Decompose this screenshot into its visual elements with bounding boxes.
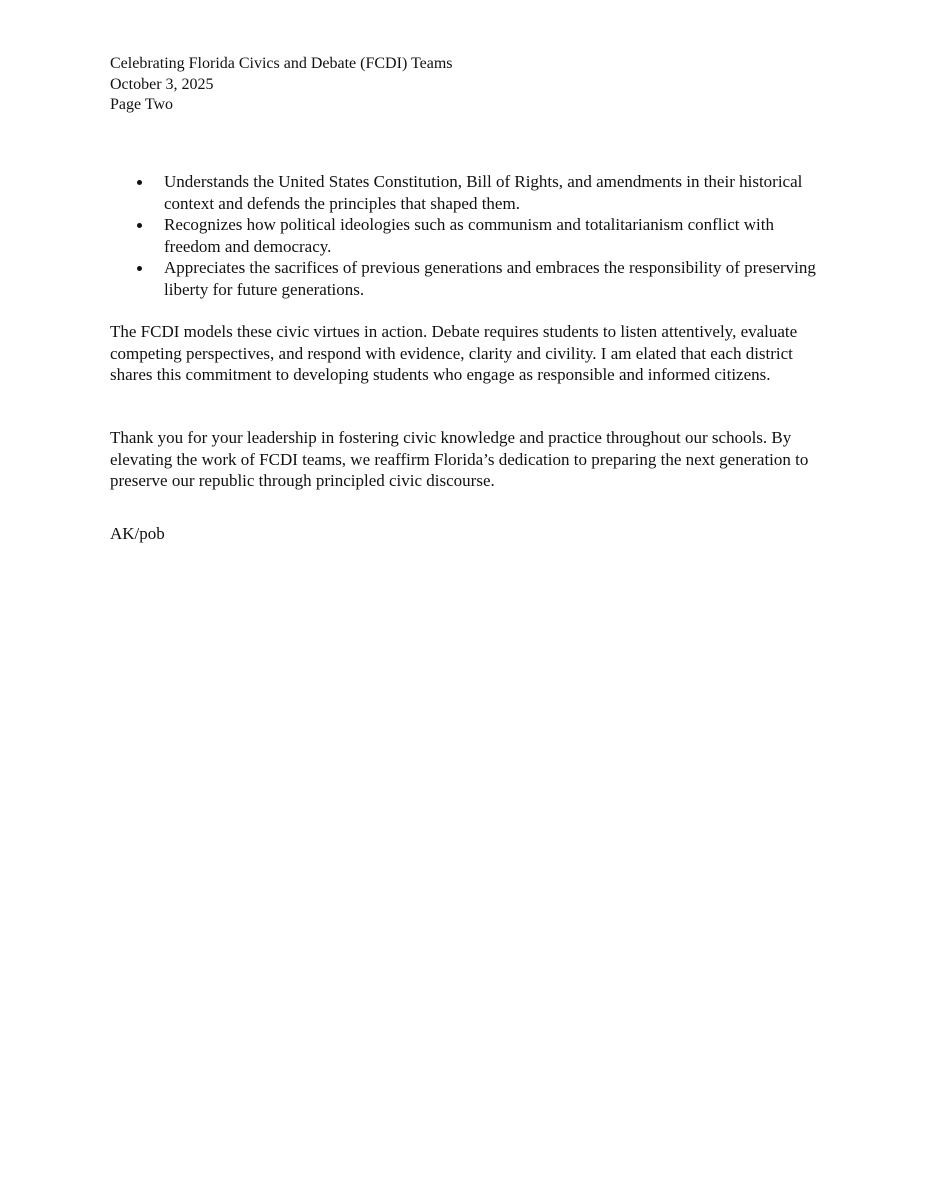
list-item-text: Recognizes how political ideologies such as communism and totalitarianism conflict with freedom and democracy. xyxy=(164,215,774,256)
list-item-text: Appreciates the sacrifices of previous generations and embraces the responsibility of preserving liberty for future generations. xyxy=(164,258,816,299)
body-paragraph-thank-you: Thank you for your leadership in fostering civic knowledge and practice throughout our schools. By elevating the work of FCDI teams, we reaffirm Florida’s dedication to preparing the next generation to preserve our republic through principled civic discourse. xyxy=(110,428,809,490)
bullet-list xyxy=(110,171,822,300)
list-item xyxy=(110,214,822,257)
list-item xyxy=(110,257,822,300)
header-page: Page Two xyxy=(110,96,174,113)
bullet-icon xyxy=(137,266,142,271)
bullet-icon xyxy=(137,180,142,185)
letter-header xyxy=(110,54,453,116)
header-date: October 3, 2025 xyxy=(110,75,214,93)
typist-initials: AK/pob xyxy=(110,524,165,543)
list-item xyxy=(110,171,822,214)
bullet-icon xyxy=(137,223,142,228)
header-subject: Celebrating Florida Civics and Debate (FCDI) Teams xyxy=(110,55,453,72)
list-item-text: Understands the United States Constitution, Bill of Rights, and amendments in their historical context and defends the principles that shaped them. xyxy=(164,172,803,213)
body-paragraph-civic-virtues: The FCDI models these civic virtues in action. Debate requires students to listen attentively, evaluate competing perspectives, and respond with evidence, clarity and civility. I am elated that each district shares this commitment to developing students who engage as responsible and informed citizens. xyxy=(110,322,798,384)
